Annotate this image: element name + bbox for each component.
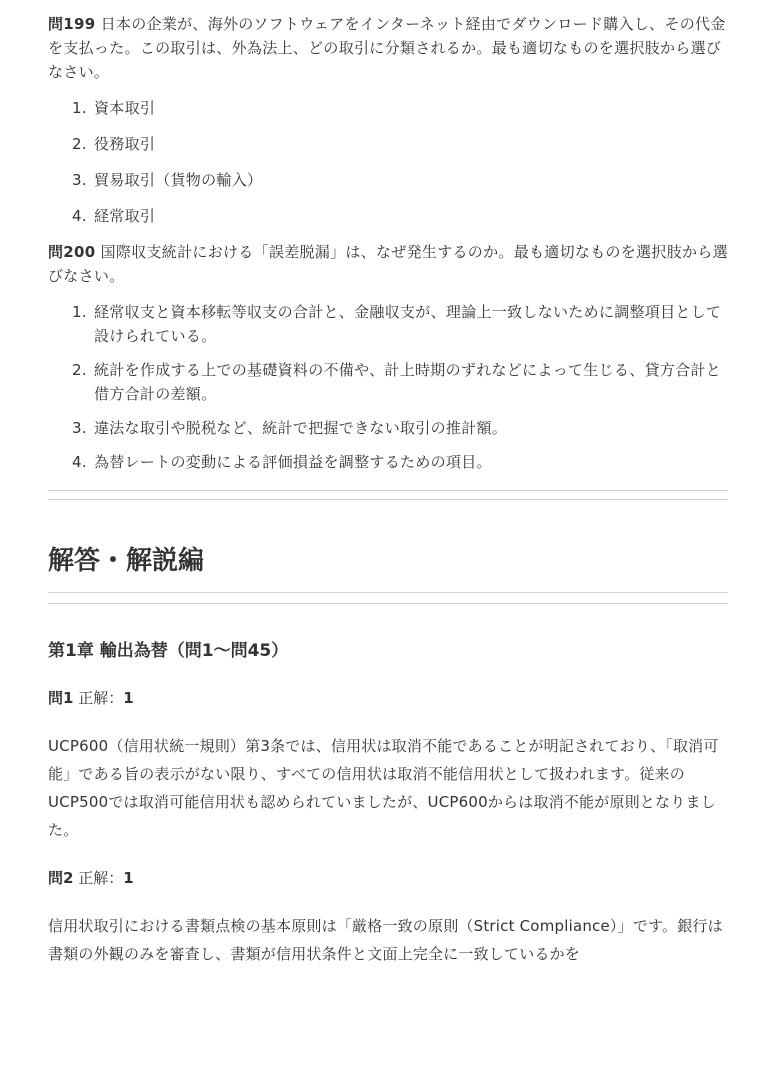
answer-header-1 bbox=[48, 686, 728, 710]
choice-item: 1. 経常収支と資本移転等収支の合計と、金融収支が、理論上一致しないために調整項目として設けられている。 bbox=[92, 300, 728, 348]
answer-header-2 bbox=[48, 866, 728, 890]
choice-item: 2. 統計を作成する上での基礎資料の不備や、計上時期のずれなどによって生じる、貸方合計と借方合計の差額。 bbox=[92, 358, 728, 406]
choice-item: 3. 貿易取引（貨物の輸入） bbox=[92, 168, 728, 192]
question-text: 国際収支統計における「誤差脱漏」は、なぜ発生するのか。最も適切なものを選択肢から選びなさい。 bbox=[48, 243, 728, 285]
question-200 bbox=[48, 240, 728, 288]
choice-list-200 bbox=[48, 300, 728, 474]
choice-item: 2. 役務取引 bbox=[92, 132, 728, 156]
question-number: 問199 bbox=[48, 15, 96, 33]
answer-value: 1 bbox=[123, 689, 134, 707]
question-text: 日本の企業が、海外のソフトウェアをインターネット経由でダウンロード購入し、その代金を支払った。この取引は、外為法上、どの取引に分類されるか。最も適切なものを選択肢から選びなさい。 bbox=[48, 15, 726, 81]
answer-question-number: 問2 bbox=[48, 869, 74, 887]
question-199 bbox=[48, 12, 728, 84]
answer-question-number: 問1 bbox=[48, 689, 74, 707]
answer-label: 正解： bbox=[78, 689, 124, 707]
divider bbox=[48, 592, 728, 604]
answer-label: 正解： bbox=[78, 869, 124, 887]
question-number: 問200 bbox=[48, 243, 96, 261]
answer-value: 1 bbox=[123, 869, 134, 887]
answer-explanation-2: 信用状取引における書類点検の基本原則は「厳格一致の原則（Strict Compliance）」です。銀行は書類の外観のみを審査し、書類が信用状条件と文面上完全に一致しているかを bbox=[48, 917, 723, 963]
choice-item: 4. 経常取引 bbox=[92, 204, 728, 228]
divider bbox=[48, 490, 728, 500]
choice-item: 3. 違法な取引や脱税など、統計で把握できない取引の推計額。 bbox=[92, 416, 728, 440]
choice-item: 4. 為替レートの変動による評価損益を調整するための項目。 bbox=[92, 450, 728, 474]
choice-list-199 bbox=[48, 96, 728, 228]
answer-explanation-1: UCP600（信用状統一規則）第3条では、信用状は取消不能であることが明記されており、「取消可能」である旨の表示がない限り、すべての信用状は取消不能信用状として扱われます。従来のUCP500では取消可能信用状も認められていましたが、UCP600からは取消不能が原則となりました。 bbox=[48, 737, 719, 839]
section-title: 解答・解説編 bbox=[48, 546, 205, 576]
choice-item: 1. 資本取引 bbox=[92, 96, 728, 120]
chapter-title: 第1章 輸出為替（問1〜問45） bbox=[48, 641, 289, 661]
